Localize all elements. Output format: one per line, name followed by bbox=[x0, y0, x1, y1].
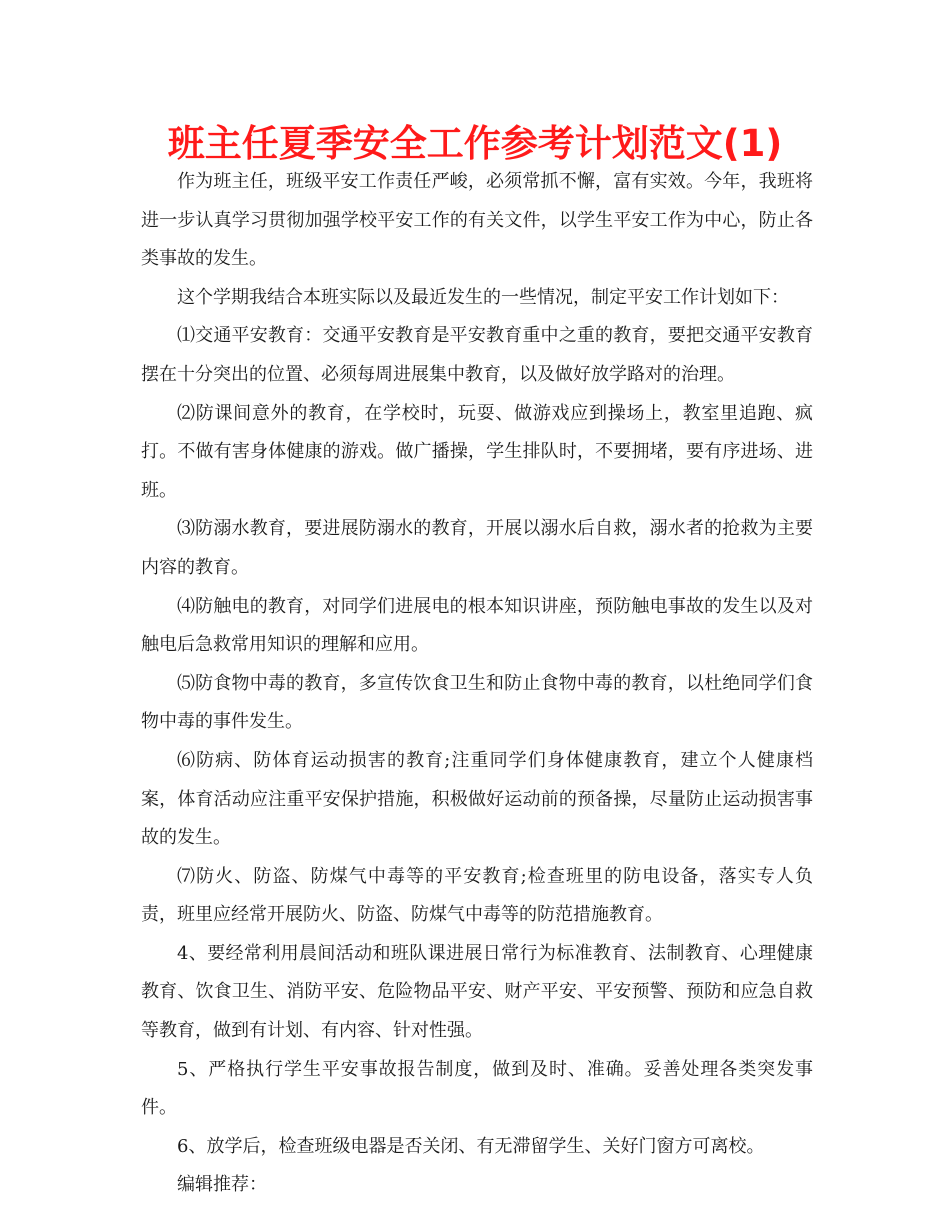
paragraph-item-5: ⑸防食物中毒的教育，多宣传饮食卫生和防止食物中毒的教育，以杜绝同学们食物中毒的事件发生。 bbox=[141, 672, 813, 733]
paragraph-intro: 作为班主任，班级平安工作责任严峻，必须常抓不懈，富有实效。今年，我班将进一步认真学习贯彻加强学校平安工作的有关文件，以学生平安工作为中心，防止各类事故的发生。 bbox=[141, 171, 813, 270]
paragraph-plan-lead: 这个学期我结合本班实际以及最近发生的一些情况，制定平安工作计划如下： bbox=[177, 286, 789, 308]
document-body bbox=[141, 163, 813, 1205]
paragraph-section-4: 4、要经常利用晨间活动和班队课进展日常行为标准教育、法制教育、心理健康教育、饮食卫生、消防平安、危险物品平安、财产平安、平安预警、预防和应急自救等教育，做到有计划、有内容、针对性强。 bbox=[141, 942, 813, 1042]
paragraph-section-5: 5、严格执行学生平安事故报告制度，做到及时、准确。妥善处理各类突发事件。 bbox=[141, 1058, 813, 1119]
paragraph-item-3: ⑶防溺水教育，要进展防溺水的教育，开展以溺水后自救，溺水者的抢救为主要内容的教育。 bbox=[141, 518, 813, 578]
paragraph-section-6: 6、放学后，检查班级电器是否关闭、有无滞留学生、关好门窗方可离校。 bbox=[177, 1135, 765, 1157]
paragraph-item-1: ⑴交通平安教育：交通平安教育是平安教育重中之重的教育，要把交通平安教育摆在十分突出的位置、必须每周进展集中教育，以及做好放学路对的治理。 bbox=[141, 325, 813, 385]
document-title: 班主任夏季安全工作参考计划范文(1) bbox=[167, 122, 783, 165]
paragraph-item-4: ⑷防触电的教育，对同学们进展电的根本知识讲座，预防触电事故的发生以及对触电后急救常用知识的理解和应用。 bbox=[141, 595, 813, 656]
paragraph-editor-recommend: 编辑推荐： bbox=[177, 1174, 267, 1196]
paragraph-item-6: ⑹防病、防体育运动损害的教育;注重同学们身体健康教育，建立个人健康档案，体育活动应注重平安保护措施，积极做好运动前的预备操，尽量防止运动损害事故的发生。 bbox=[141, 749, 813, 849]
paragraph-item-7: ⑺防火、防盗、防煤气中毒等的平安教育;检查班里的防电设备，落实专人负责，班里应经常开展防火、防盗、防煤气中毒等的防范措施教育。 bbox=[141, 865, 813, 926]
paragraph-item-2: ⑵防课间意外的教育，在学校时，玩耍、做游戏应到操场上，教室里追跑、疯打。不做有害身体健康的游戏。做广播操，学生排队时，不要拥堵，要有序进场、进班。 bbox=[141, 402, 813, 501]
